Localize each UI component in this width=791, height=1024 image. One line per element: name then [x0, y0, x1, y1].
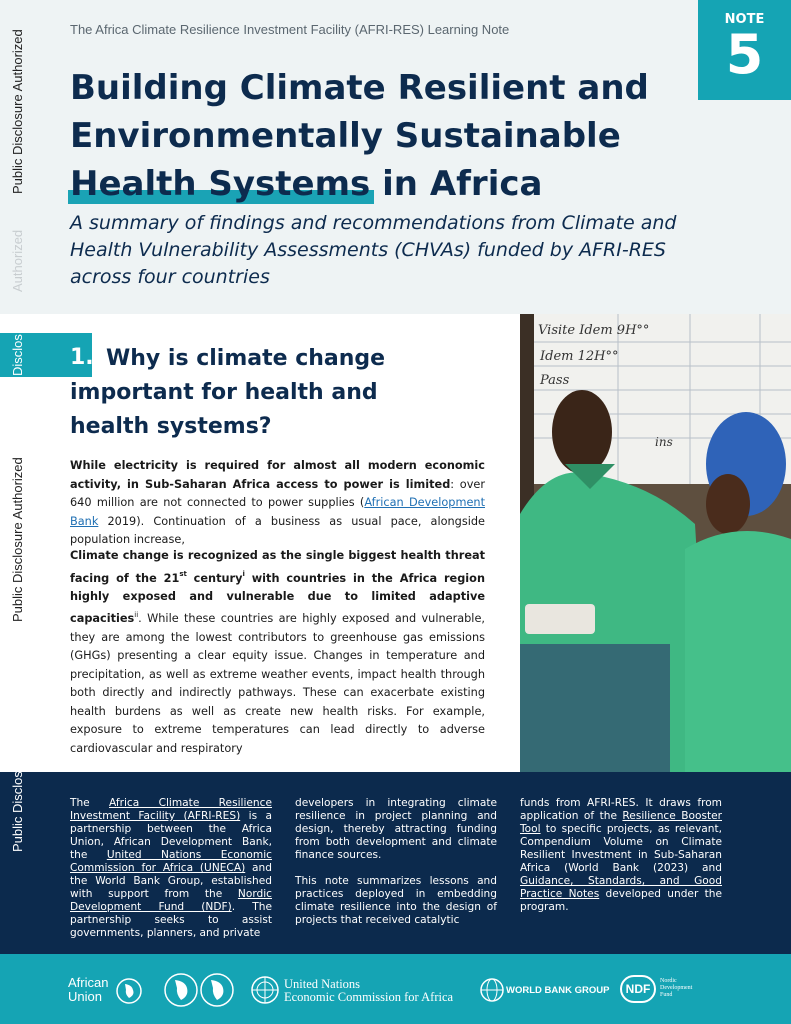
p2-sup3: ii	[134, 611, 139, 620]
c3-text-2: to specific projects, as relevant, Compendium Volume on Climate Resilient Investment in Sub-Saharan Africa (World Bank (2023) and	[520, 823, 722, 874]
ndf-line-1: Nordic	[660, 978, 677, 984]
un-line-2: Economic Commission for Africa	[284, 990, 454, 1004]
section-number: 1.	[70, 345, 94, 370]
title-part2: in Africa	[370, 164, 543, 204]
watermark-authorized-top: Public Disclosure Authorized	[10, 29, 25, 194]
body-paragraph-1	[70, 457, 485, 550]
un-emblem-icon	[250, 975, 280, 1005]
board-text-4: ins	[655, 435, 673, 449]
note-badge	[698, 0, 791, 100]
afdb-link[interactable]: African Development Bank	[70, 496, 485, 528]
section-title: Why is climate change important for health and health systems?	[70, 346, 386, 439]
note-number: 5	[725, 23, 764, 86]
ndf-link[interactable]: Nordic Development Fund (NDF)	[70, 888, 272, 913]
body-paragraph-2	[70, 547, 485, 758]
c1-text-4: . The partnership seeks to assist governments, planners, and private	[70, 901, 272, 939]
note-label: NOTE	[724, 12, 765, 27]
afdb-emblem-icon	[163, 972, 235, 1008]
au-line-2: Union	[68, 989, 102, 1004]
c2-paragraph-1: developers in integrating climate resilience in project planning and design, thereby attracting funding from both development and climate finance sources.	[295, 797, 497, 861]
resilience-booster-link[interactable]: Resilience Booster Tool	[520, 810, 722, 835]
watermark-faint: Authorized	[10, 229, 25, 292]
health-workers-photo	[520, 314, 791, 772]
watermark-authorized-mid: Public Disclosure Authorized	[10, 457, 25, 622]
page-subtitle: A summary of findings and recommendations from Climate and Health Vulnerability Assessments (CHVAs) funded by AFRI-RES across four countries	[70, 212, 677, 288]
footer-column-1	[70, 797, 272, 953]
p2-sup2: i	[242, 570, 245, 579]
au-line-1: African	[68, 975, 109, 990]
ndf-logo: NDF	[620, 975, 656, 1003]
c2-paragraph-2: This note summarizes lessons and practices deployed in embedding climate resilience into the design of projects that received catalytic	[295, 875, 497, 926]
african-union-logo	[68, 976, 108, 1004]
ndf-line-3: Fund	[660, 992, 673, 998]
c3-text-3: developed under the program.	[520, 888, 723, 913]
world-bank-globe-icon	[480, 978, 504, 1002]
footer-column-3	[520, 797, 722, 927]
footer-column-2	[295, 797, 497, 940]
p2-bold1: Climate change is recognized as the single biggest health threat facing of the 21	[70, 549, 485, 585]
p2-sup1: st	[179, 570, 187, 579]
p1-text2: 2019). Continuation of a business as usual pace, alongside population increase,	[70, 514, 485, 546]
c3-text-1: funds from AFRI-RES. It draws from application of the	[520, 797, 722, 822]
world-bank-logo: WORLD BANK GROUP	[506, 985, 610, 996]
c1-text-2: is a partnership between the Africa Union, African Development Bank, the	[70, 810, 272, 861]
board-text-3: Pass	[540, 373, 570, 388]
afri-res-link[interactable]: Africa Climate Resilience Investment Facility (AFRI-RES)	[70, 797, 272, 822]
watermark-short: Disclos	[10, 334, 25, 376]
p1-bold: While electricity is required for almost all modern economic activity, in Sub-Saharan Africa access to power is limited	[70, 459, 485, 491]
p2-bold3: with countries in the Africa region highly exposed and vulnerable due to limited adaptive capacities	[70, 571, 485, 626]
c1-text-3: and the World Bank Group, established with support from the	[70, 862, 272, 900]
header-band	[0, 0, 791, 314]
page-title	[70, 64, 680, 208]
au-emblem-icon	[116, 978, 142, 1004]
board-text-1: Visite Idem 9H°°	[538, 323, 650, 338]
p1-text1: : over 640 million are not connected to power supplies (	[70, 477, 486, 509]
guidance-link[interactable]: Guidance, Standards, and Good Practice Notes	[520, 875, 722, 900]
title-highlight: Health Systems	[70, 164, 371, 204]
p2-text: . While these countries are highly exposed and vulnerable, they are among the lowest contributors to greenhouse gas emissions (GHGs) presenting a clear equity issue. Changes in temperature and precipitation, as well as extreme weather events, impact health through both directly and indirectly pathways. These can exacerbate existing health burdens as well as create new health risks. For example, exposure to extreme temperatures can lead directly to adverse cardiovascular and respiratory	[70, 612, 485, 755]
un-line-1: United Nations	[284, 977, 361, 991]
watermark-bottom: Public Disclos	[10, 771, 25, 852]
ndf-line-2: Development	[660, 985, 693, 991]
title-part1: Building Climate Resilient and Environmentally Sustainable	[70, 68, 649, 156]
c1-text-1: The	[70, 797, 110, 809]
uneca-link[interactable]: United Nations Economic Commission for Africa (UNECA)	[70, 849, 272, 874]
ndf-wordmark	[660, 978, 692, 999]
p2-bold2: century	[186, 571, 243, 585]
series-label: The Africa Climate Resilience Investment Facility (AFRI-RES) Learning Note	[70, 22, 510, 37]
uneca-logo	[284, 978, 453, 1004]
partner-logos-band	[0, 954, 791, 1024]
board-text-2: Idem 12H°°	[540, 349, 619, 364]
